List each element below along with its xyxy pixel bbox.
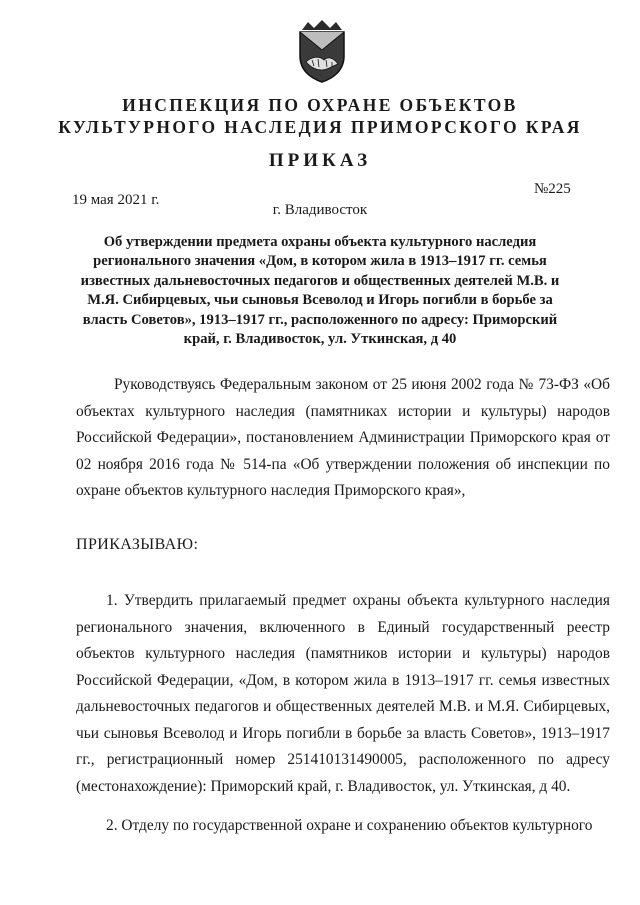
order-item-2: 2. Отделу по государственной охране и сохранению объектов культурного	[106, 817, 593, 834]
document-title: Об утверждении предмета охраны объекта культурного наследия регионального значения «Дом, в котором жила в 1913–1917 гг. семья известных дальневосточных педагогов и общественных деятелей М.В. и М.Я. Сибирцевых, чьи сыновья Всеволод и Игорь погибли в борьбе за власть Советов», 1913–1917 гг., расположенного по адресу: Приморский край, г. Владивосток, ул. Уткинская, д 40	[80, 234, 560, 348]
order-date: 19 мая 2021 г.	[72, 192, 160, 208]
order-city: г. Владивосток	[272, 202, 368, 218]
organization-name-line2: КУЛЬТУРНОГО НАСЛЕДИЯ ПРИМОРСКОГО КРАЯ	[58, 117, 582, 137]
order-number: №225	[534, 181, 571, 197]
preamble-paragraph: Руководствуясь Федеральным законом от 25 июня 2002 года № 73-ФЗ «Об объектах культурного наследия (памятниках истории и культуры) народов Российской Федерации», постановлением Администрации Приморского края от 02 ноября 2016 года № 514-па «Об утверждении положения об инспекции по охране объектов культурного наследия Приморского края»,	[76, 376, 610, 499]
order-item-1: 1. Утвердить прилагаемый предмет охраны объекта культурного наследия регионального значения, включенного в Единый государственный реестр объектов культурного наследия (памятников истории и культуры) народов Российской Федерации, «Дом, в котором жила в 1913–1917 гг. семья известных дальневосточных педагогов и общественных деятелей М.В. и М.Я. Сибирцевых, чьи сыновья Всеволод и Игорь погибли в борьбе за власть Советов», 1913–1917 гг., регистрационный номер 251410131490005, расположенного по адресу (местонахождение): Приморский край, г. Владивосток, ул. Уткинская, д 40.	[76, 592, 610, 795]
order-directive: ПРИКАЗЫВАЮ:	[76, 536, 199, 553]
document-type: ПРИКАЗ	[268, 150, 372, 171]
primorsky-krai-coat-of-arms-icon	[294, 16, 350, 84]
organization-name-line1: ИНСПЕКЦИЯ ПО ОХРАНЕ ОБЪЕКТОВ	[122, 95, 518, 115]
